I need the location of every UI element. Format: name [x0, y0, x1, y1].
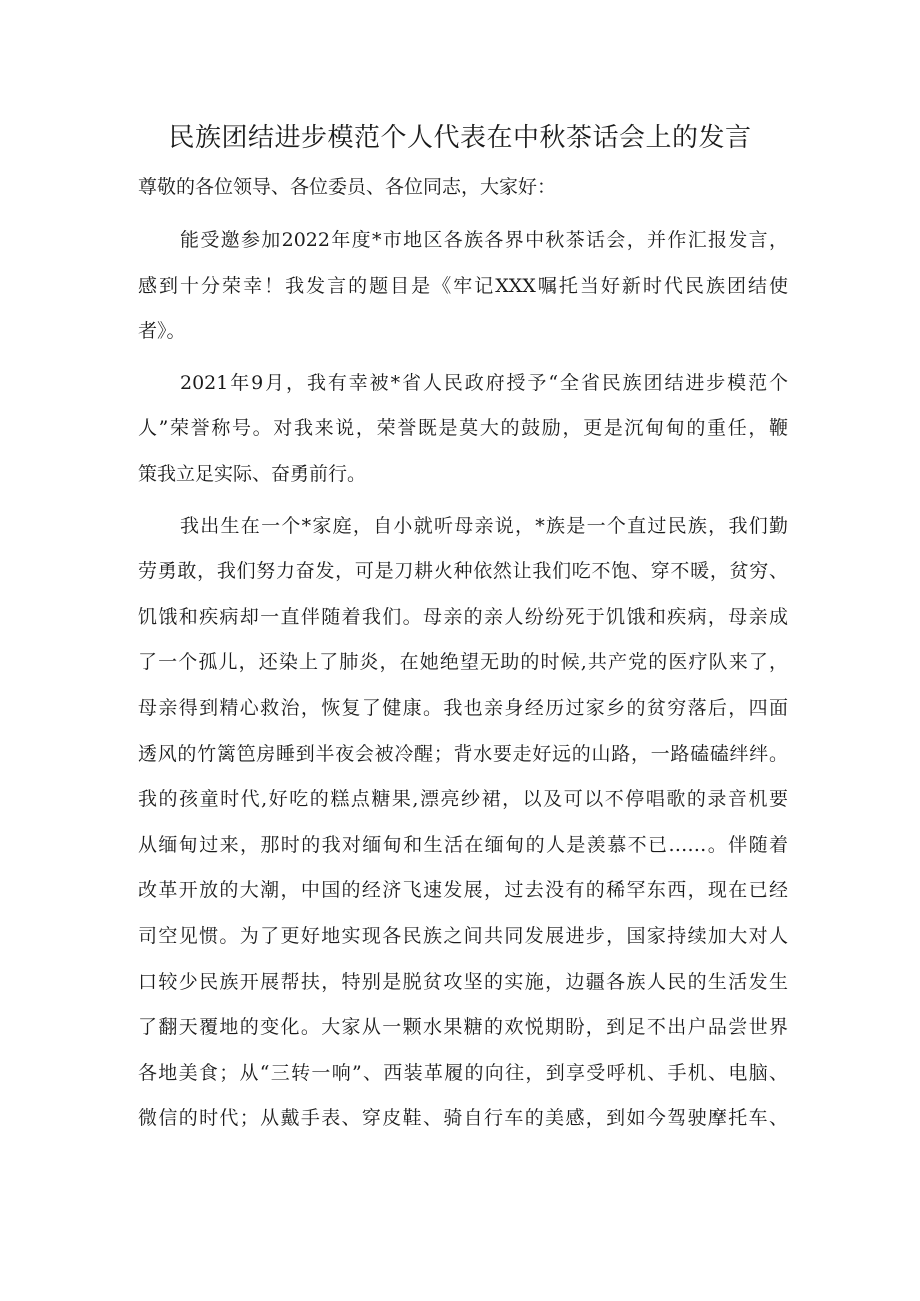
text-line: 劳勇敢，我们努力奋发，可是刀耕火种依然让我们吃不饱、穿不暖，贫穷、 [138, 560, 788, 583]
text-line: 感到十分荣幸！我发言的题目是《牢记XXX嘱托当好新时代民族团结使 [138, 274, 788, 297]
text-line: 各地美食；从“三转一响”、西装革履的向往，到享受呼机、手机、电脑、 [138, 1061, 788, 1084]
text-line: 策我立足实际、奋勇前行。 [138, 462, 367, 485]
text-line: 了翻天覆地的变化。大家从一颗水果糖的欢悦期盼，到足不出户品尝世界 [138, 1016, 788, 1039]
text-line: 口较少民族开展帮扶，特别是脱贫攻坚的实施，边疆各族人民的生活发生 [138, 970, 788, 993]
text-line: 2021年9月，我有幸被*省人民政府授予“全省民族团结进步模范个 [180, 371, 788, 394]
document-title: 民族团结进步模范个人代表在中秋茶话会上的发言 [168, 123, 752, 153]
text-line: 我的孩童时代,好吃的糕点糖果,漂亮纱裙，以及可以不停唱歌的录音机要 [138, 788, 788, 811]
text-line: 饥饿和疾病却一直伴随着我们。母亲的亲人纷纷死于饥饿和疾病，母亲成 [138, 605, 788, 628]
text-line: 母亲得到精心救治，恢复了健康。我也亲身经历过家乡的贫穷落后，四面 [138, 696, 788, 719]
paragraph-invitation [138, 218, 788, 355]
document-body [138, 218, 788, 1148]
text-line: 者》。 [138, 320, 186, 343]
text-line: 了一个孤儿，还染上了肺炎，在她绝望无助的时候,共产党的医疗队来了， [138, 651, 788, 674]
text-line: 微信的时代；从戴手表、穿皮鞋、骑自行车的美感，到如今驾驶摩托车、 [138, 1107, 788, 1130]
text-line: 司空见惯。为了更好地实现各民族之间共同发展进步，国家持续加大对人 [138, 924, 788, 947]
paragraph-honor [138, 361, 788, 498]
text-line: 能受邀参加2022年度*市地区各族各界中秋茶话会，并作汇报发言， [180, 229, 788, 251]
greeting-line: 尊敬的各位领导、各位委员、各位同志，大家好： [138, 176, 557, 198]
text-line: 改革开放的大潮，中国的经济飞速发展，过去没有的稀罕东西，现在已经 [138, 879, 788, 902]
paragraph-childhood [138, 504, 788, 1142]
text-line: 从缅甸过来，那时的我对缅甸和生活在缅甸的人是羡慕不已……。伴随着 [138, 833, 788, 856]
text-line: 我出生在一个*家庭，自小就听母亲说，*族是一个直过民族，我们勤 [180, 514, 788, 537]
text-line: 人”荣誉称号。对我来说，荣誉既是莫大的鼓励，更是沉甸甸的重任，鞭 [138, 417, 788, 440]
text-line: 透风的竹篱笆房睡到半夜会被冷醒；背水要走好远的山路，一路磕磕绊绊。 [138, 742, 788, 765]
